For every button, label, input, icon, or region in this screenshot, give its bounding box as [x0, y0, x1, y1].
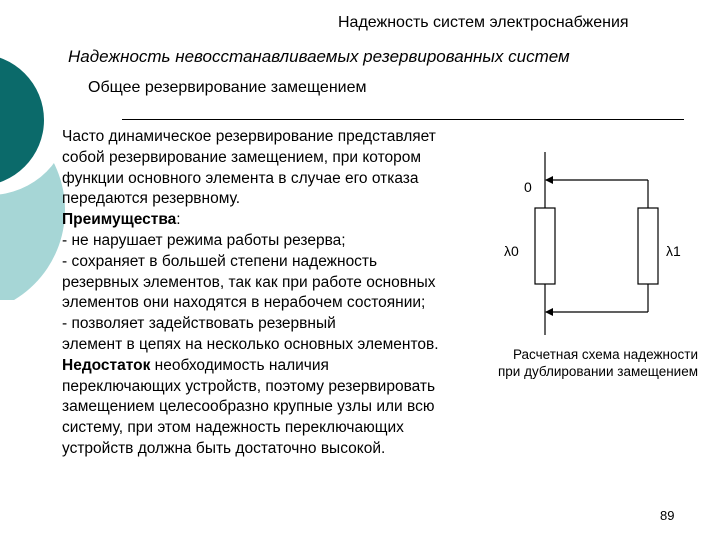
reliability-circuit-diagram [480, 140, 700, 345]
advantages-colon: : [176, 211, 181, 229]
drawback-heading: Недостаток [62, 356, 151, 374]
diagram-caption [468, 346, 698, 380]
caption-line: при дублировании замещением [497, 364, 698, 379]
element-reserve-label: λ1 [666, 243, 681, 259]
element-main-label: λ0 [504, 243, 519, 259]
advantages-heading-line [62, 210, 512, 231]
advantage-line: - позволяет задействовать резервный [62, 315, 336, 333]
drawback-first: необходимость наличия [150, 356, 329, 374]
body-text [62, 127, 512, 460]
reserve-element [638, 208, 658, 284]
intro-line: функции основного элемента в случае его отказа [62, 169, 419, 187]
drawback-line: замещением целесообразно крупные узлы или всю [62, 398, 435, 416]
intro-line: собой резервирование замещением, при котором [62, 148, 422, 166]
drawback-line: устройств должна быть достаточно высокой. [62, 439, 386, 457]
divider-line [122, 119, 684, 120]
slide-subtitle: Надежность невосстанавливаемых резервированных систем [68, 47, 570, 66]
advantage-line: - не нарушает режима работы резерва; [62, 231, 346, 249]
switch-label: 0 [524, 179, 532, 195]
caption-line: Расчетная схема надежности [512, 347, 698, 362]
section-title: Общее резервирование замещением [88, 79, 367, 96]
drawback-heading-line [62, 356, 512, 377]
slide-header-title: Надежность систем электроснабжения [338, 14, 629, 31]
intro-line: передаются резервному. [62, 190, 241, 208]
advantage-line: - сохраняет в большей степени надежность [62, 252, 378, 270]
advantage-line: элемент в цепях на несколько основных элементов. [62, 335, 439, 353]
page-number: 89 [660, 508, 675, 523]
main-element [535, 208, 555, 284]
advantages-heading: Преимущества [62, 211, 177, 229]
advantage-line: элементов они находятся в нерабочем состоянии; [62, 294, 426, 312]
drawback-line: систему, при этом надежность переключающих [62, 419, 404, 437]
drawback-line: переключающих устройств, поэтому резервировать [62, 377, 436, 395]
advantage-line: резервных элементов, так как при работе основных [62, 273, 436, 291]
intro-line: Часто динамическое резервирование представляет [62, 128, 436, 145]
